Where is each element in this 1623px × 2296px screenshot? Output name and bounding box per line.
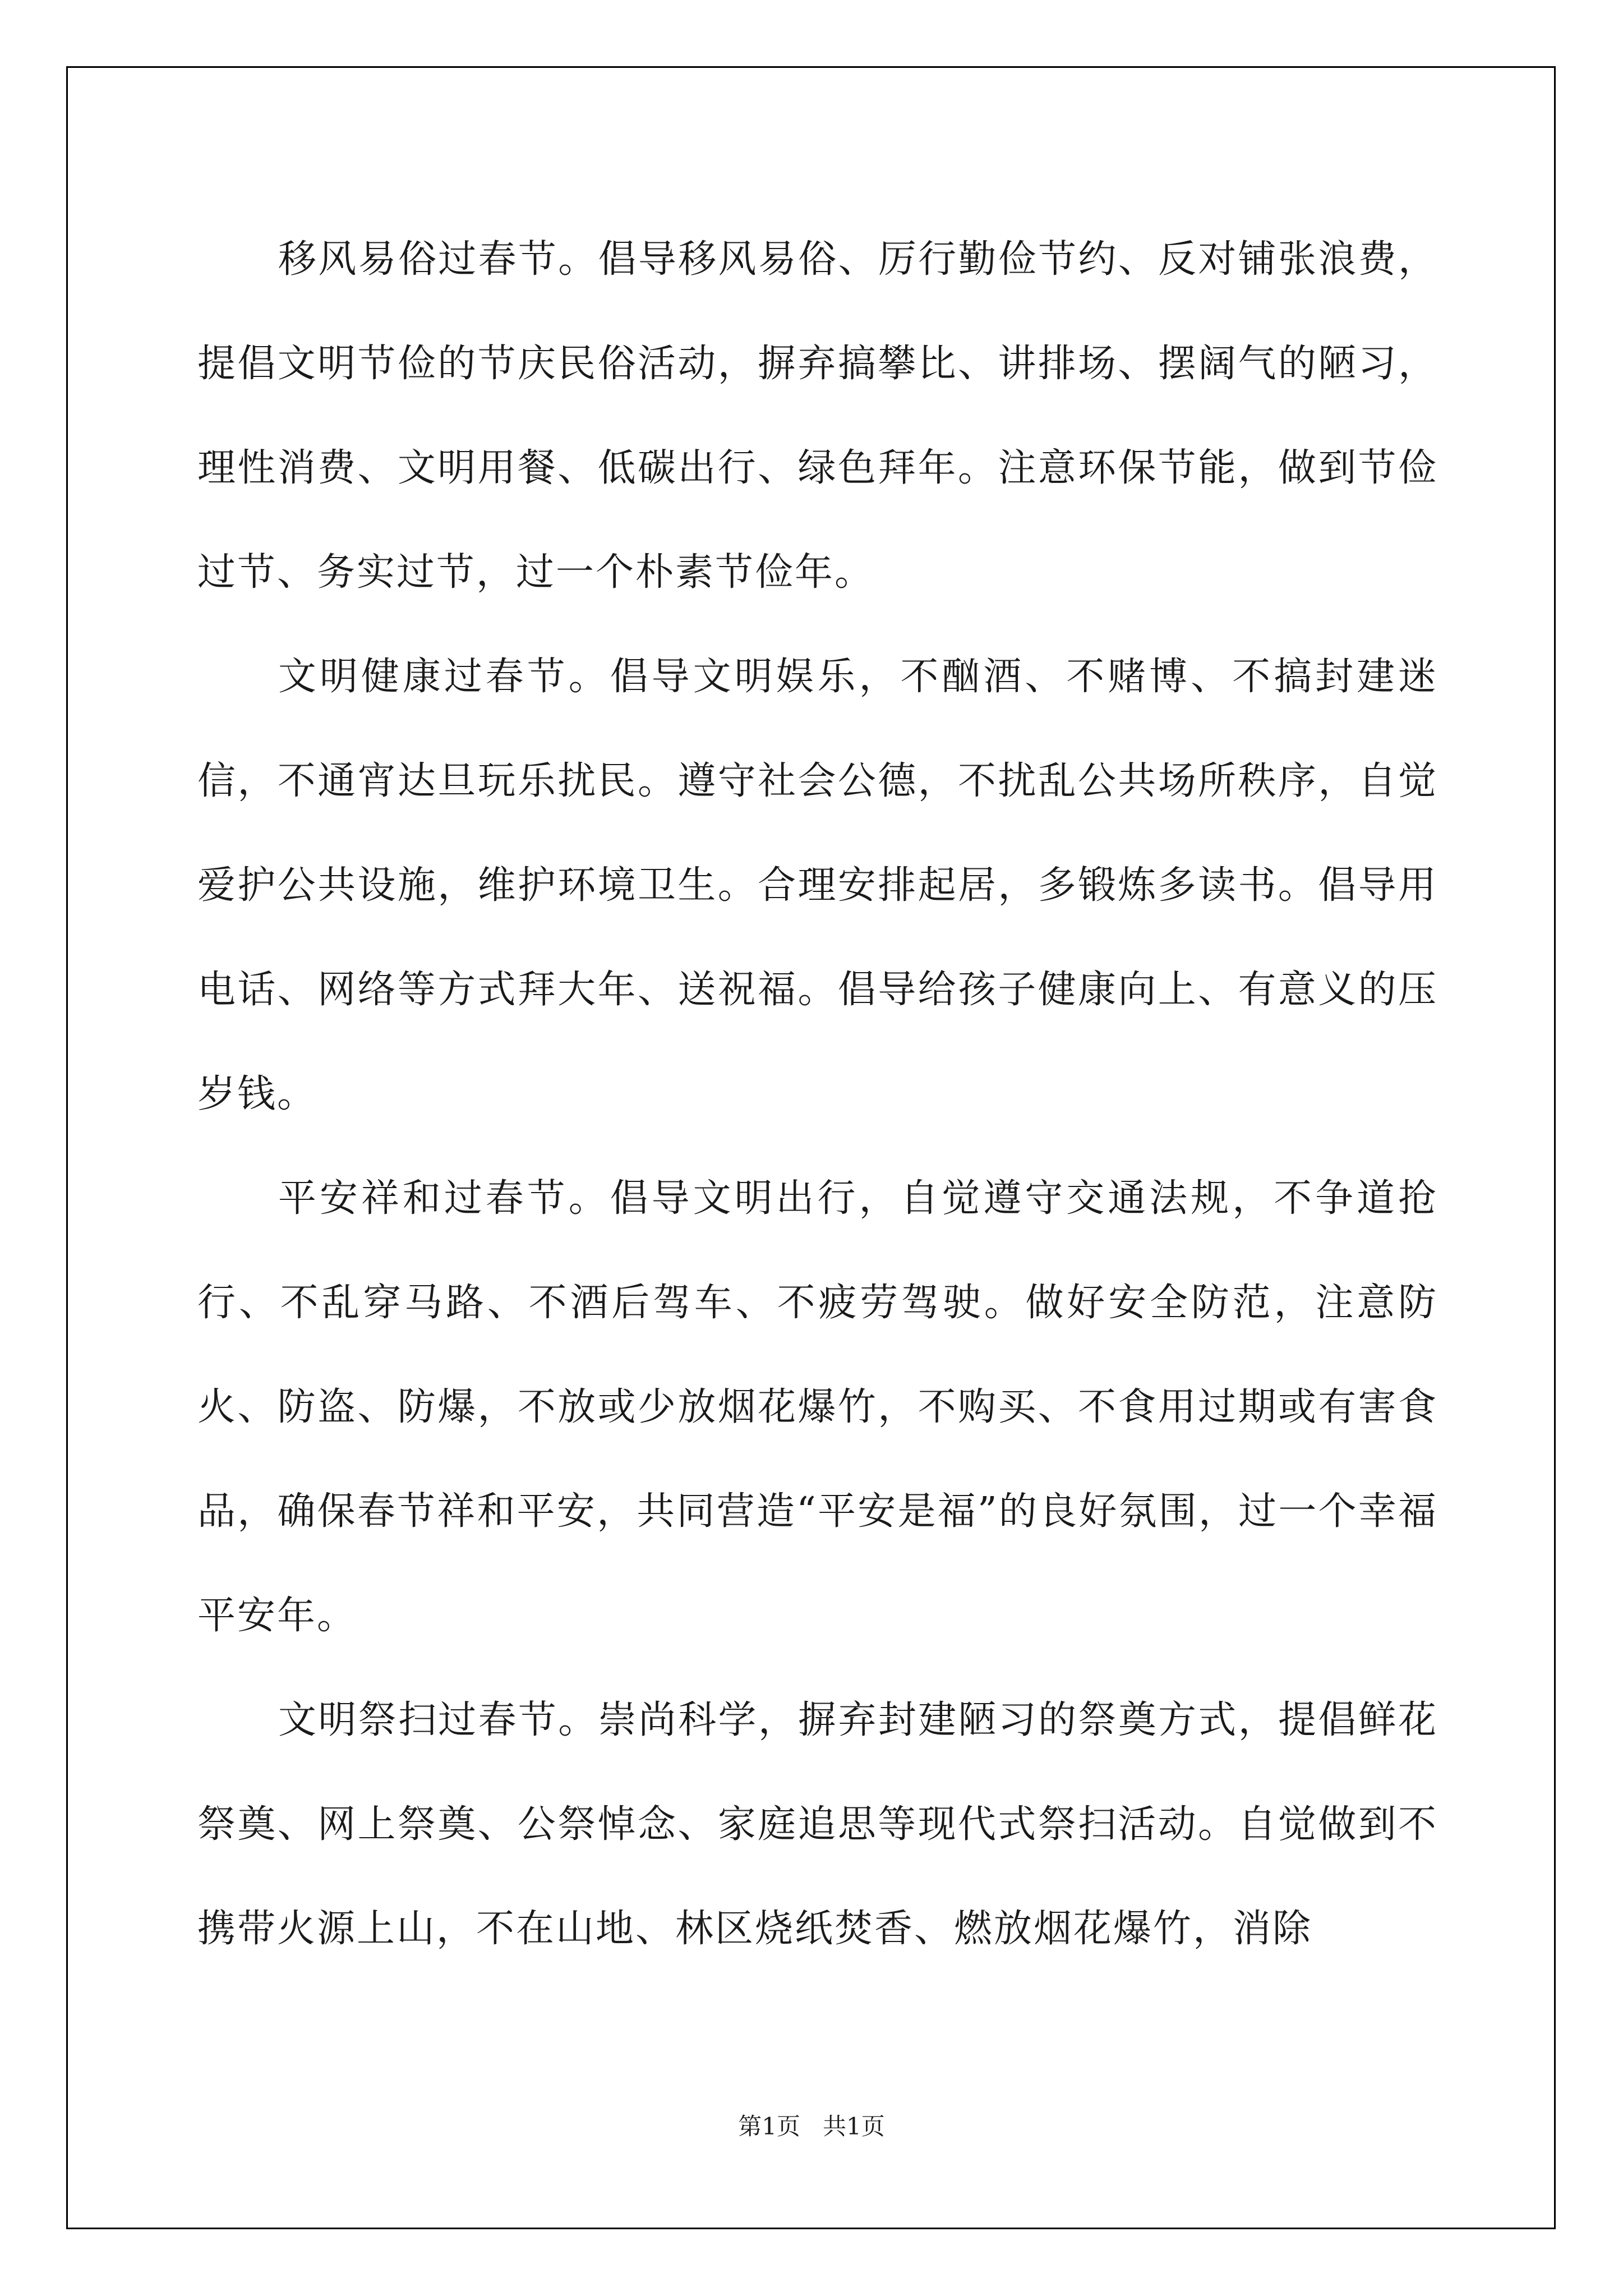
paragraph-2: 文明健康过春节。倡导文明娱乐，不酗酒、不赌博、不搞封建迷信，不通宵达旦玩乐扰民。遵守社会公德，不扰乱公共场所秩序，自觉爱护公共设施，维护环境卫生。合理安排起居，多锻炼多读书。倡导用电话、网络等方式拜大年、送祝福。倡导给孩子健康向上、有意义的压岁钱。 xyxy=(197,655,1438,1116)
paragraph-1: 移风易俗过春节。倡导移风易俗、厉行勤俭节约、反对铺张浪费，提倡文明节俭的节庆民俗活动，摒弃搞攀比、讲排场、摆阔气的陋习，理性消费、文明用餐、低碳出行、绿色拜年。注意环保节能，做到节俭过节、务实过节，过一个朴素节俭年。 xyxy=(197,237,1438,595)
document-body xyxy=(197,208,1438,1981)
page-number-footer: 第1页 共1页 xyxy=(738,2113,885,2140)
paragraph-3: 平安祥和过春节。倡导文明出行，自觉遵守交通法规，不争道抢行、不乱穿马路、不酒后驾车、不疲劳驾驶。做好安全防范，注意防火、防盗、防爆，不放或少放烟花爆竹，不购买、不食用过期或有害食品，确保春节祥和平安，共同营造“平安是福”的良好氛围，过一个幸福平安年。 xyxy=(197,1176,1438,1638)
paragraph-4: 文明祭扫过春节。崇尚科学，摒弃封建陋习的祭奠方式，提倡鲜花祭奠、网上祭奠、公祭悼念、家庭追思等现代式祭扫活动。自觉做到不携带火源上山，不在山地、林区烧纸焚香、燃放烟花爆竹，消除 xyxy=(197,1698,1438,1951)
